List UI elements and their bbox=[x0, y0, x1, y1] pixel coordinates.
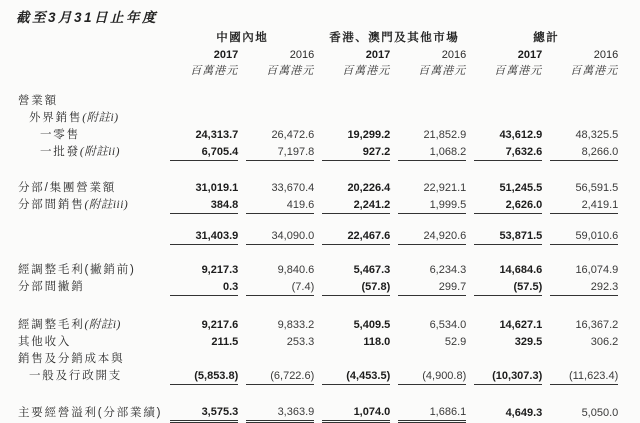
cell-value: (10,307.3) bbox=[474, 367, 542, 385]
table-row bbox=[18, 126, 618, 143]
year-header: 2017 bbox=[517, 49, 543, 61]
cell-value: 43,612.9 bbox=[499, 128, 543, 141]
unit-label: 百萬港元 bbox=[342, 65, 391, 77]
cell-value: 292.3 bbox=[550, 278, 618, 296]
cell-value: 52.9 bbox=[444, 335, 467, 348]
note-ref: (附註ii) bbox=[79, 146, 120, 158]
row-label-core-operating-profit: 主要經營溢利(分部業績) bbox=[18, 407, 163, 419]
table-row bbox=[18, 367, 618, 385]
cell-value: 384.8 bbox=[170, 196, 238, 214]
cell-value: 4,649.3 bbox=[505, 407, 543, 419]
cell-value: 9,217.3 bbox=[201, 263, 239, 276]
cell-value: 59,010.6 bbox=[550, 227, 618, 245]
note-ref: (附註i) bbox=[84, 318, 121, 331]
table-row bbox=[18, 350, 618, 367]
row-label-adjusted-gross-profit-before-elimination: 經調整毛利(撇銷前) bbox=[18, 263, 136, 276]
unit-header-row bbox=[18, 63, 618, 79]
table-row bbox=[18, 278, 618, 296]
cell-value: (6,722.6) bbox=[246, 367, 314, 385]
cell-value: 329.5 bbox=[514, 335, 543, 348]
cell-value: 48,325.5 bbox=[575, 128, 619, 141]
cell-value: 419.6 bbox=[246, 196, 314, 214]
row-label-inter-segment-elimination: 分部間撇銷 bbox=[18, 281, 85, 293]
note-ref: (附註iii) bbox=[84, 199, 129, 211]
cell-value: 9,833.2 bbox=[277, 318, 315, 331]
cell-value: 306.2 bbox=[590, 335, 619, 348]
cell-value: 6,234.3 bbox=[429, 263, 467, 276]
year-header: 2016 bbox=[441, 49, 467, 61]
segment-results-table bbox=[10, 28, 626, 423]
cell-value: (4,900.8) bbox=[398, 367, 466, 385]
cell-value: 9,840.6 bbox=[277, 263, 315, 276]
cell-value: 33,670.4 bbox=[271, 181, 315, 194]
note-ref: (附註i) bbox=[82, 111, 119, 124]
table-row bbox=[18, 109, 618, 126]
table-row bbox=[18, 143, 618, 161]
unit-label: 百萬港元 bbox=[190, 65, 239, 77]
row-label-external-sales: 外界銷售(附註i) bbox=[29, 111, 119, 124]
year-header-row bbox=[18, 46, 618, 63]
cell-value: 1,074.0 bbox=[322, 403, 390, 423]
cell-value: 5,467.3 bbox=[353, 263, 391, 276]
cell-value: 0.3 bbox=[170, 278, 238, 296]
cell-value: 22,921.1 bbox=[423, 181, 467, 194]
cell-value: 6,705.4 bbox=[170, 143, 238, 161]
cell-value: 5,409.5 bbox=[353, 318, 391, 331]
page-title: 截至3月31日止年度 bbox=[16, 10, 159, 25]
cell-value: (7.4) bbox=[246, 278, 314, 296]
cell-value: 3,363.9 bbox=[246, 403, 314, 423]
cell-value: 118.0 bbox=[363, 335, 391, 348]
cell-value: 8,266.0 bbox=[550, 143, 618, 161]
table-row bbox=[18, 316, 618, 333]
cell-value: (5,853.8) bbox=[170, 367, 238, 385]
cell-value: 14,684.6 bbox=[499, 263, 543, 276]
cell-value: 31,403.9 bbox=[170, 227, 238, 245]
cell-value: 21,852.9 bbox=[423, 128, 467, 141]
table-row bbox=[18, 196, 618, 214]
cell-value: 6,534.0 bbox=[429, 318, 467, 331]
row-label-other-income: 其他收入 bbox=[18, 335, 72, 348]
cell-value: 14,627.1 bbox=[499, 318, 543, 331]
row-label-general-admin-expenses: 一般及行政開支 bbox=[29, 370, 123, 382]
year-header: 2016 bbox=[593, 49, 619, 61]
year-header: 2016 bbox=[289, 49, 315, 61]
cell-value: 5,050.0 bbox=[581, 407, 619, 419]
cell-value: 19,299.2 bbox=[347, 128, 391, 141]
cell-value: 2,241.2 bbox=[322, 196, 390, 214]
unit-label: 百萬港元 bbox=[494, 65, 543, 77]
row-label-selling-distribution-costs: 銷售及分銷成本與 bbox=[18, 352, 125, 365]
row-label-turnover: 營業額 bbox=[18, 94, 58, 107]
cell-value: 7,632.6 bbox=[474, 143, 542, 161]
cell-value: 211.5 bbox=[211, 335, 239, 348]
cell-value: 7,197.8 bbox=[246, 143, 314, 161]
row-label-inter-segment-sales: 分部間銷售(附註iii) bbox=[18, 199, 129, 211]
row-label-adjusted-gross-profit: 經調整毛利(附註i) bbox=[18, 318, 121, 331]
cell-value: 56,591.5 bbox=[575, 181, 619, 194]
column-group-total: 總計 bbox=[533, 32, 560, 44]
cell-value: 22,467.6 bbox=[322, 227, 390, 245]
cell-value: (11,623.4) bbox=[550, 367, 618, 385]
unit-label: 百萬港元 bbox=[418, 65, 467, 77]
cell-value: 2,419.1 bbox=[550, 196, 618, 214]
cell-value: (57.5) bbox=[474, 278, 542, 296]
cell-value: 31,019.1 bbox=[195, 181, 239, 194]
cell-value: 20,226.4 bbox=[347, 181, 391, 194]
cell-value: 1,999.5 bbox=[398, 196, 466, 214]
row-label-segment-group-turnover: 分部/集團營業額 bbox=[18, 181, 117, 194]
column-group-mainland-china: 中國內地 bbox=[216, 32, 269, 44]
cell-value: 16,074.9 bbox=[575, 263, 619, 276]
cell-value: 1,686.1 bbox=[398, 403, 466, 423]
cell-value: 16,367.2 bbox=[575, 318, 619, 331]
row-label-wholesale: 一批發(附註ii) bbox=[40, 146, 120, 158]
table-row-core-operating-profit bbox=[18, 403, 618, 423]
cell-value: 26,472.6 bbox=[271, 128, 315, 141]
unit-label: 百萬港元 bbox=[266, 65, 315, 77]
cell-value: (57.8) bbox=[322, 278, 390, 296]
cell-value: 53,871.5 bbox=[474, 227, 542, 245]
year-header: 2017 bbox=[213, 49, 239, 61]
cell-value: 927.2 bbox=[322, 143, 390, 161]
cell-value: 2,626.0 bbox=[474, 196, 542, 214]
cell-value: 51,245.5 bbox=[499, 181, 543, 194]
cell-value: 9,217.6 bbox=[201, 318, 239, 331]
year-header: 2017 bbox=[365, 49, 391, 61]
cell-value: 24,920.6 bbox=[398, 227, 466, 245]
table-row-subtotal bbox=[18, 227, 618, 245]
cell-value: (4,453.5) bbox=[322, 367, 390, 385]
column-group-header-row bbox=[18, 28, 618, 46]
cell-value: 1,068.2 bbox=[398, 143, 466, 161]
table-row bbox=[18, 179, 618, 196]
cell-value: 299.7 bbox=[398, 278, 466, 296]
column-group-hk-macau-other: 香港、澳門及其他市場 bbox=[329, 32, 460, 44]
row-label-retail: 一零售 bbox=[40, 128, 80, 141]
table-row bbox=[18, 92, 618, 109]
cell-value: 34,090.0 bbox=[246, 227, 314, 245]
cell-value: 24,313.7 bbox=[195, 128, 239, 141]
cell-value: 253.3 bbox=[286, 335, 315, 348]
unit-label: 百萬港元 bbox=[570, 65, 619, 77]
table-row bbox=[18, 333, 618, 350]
cell-value: 3,575.3 bbox=[170, 403, 238, 423]
table-row bbox=[18, 261, 618, 278]
